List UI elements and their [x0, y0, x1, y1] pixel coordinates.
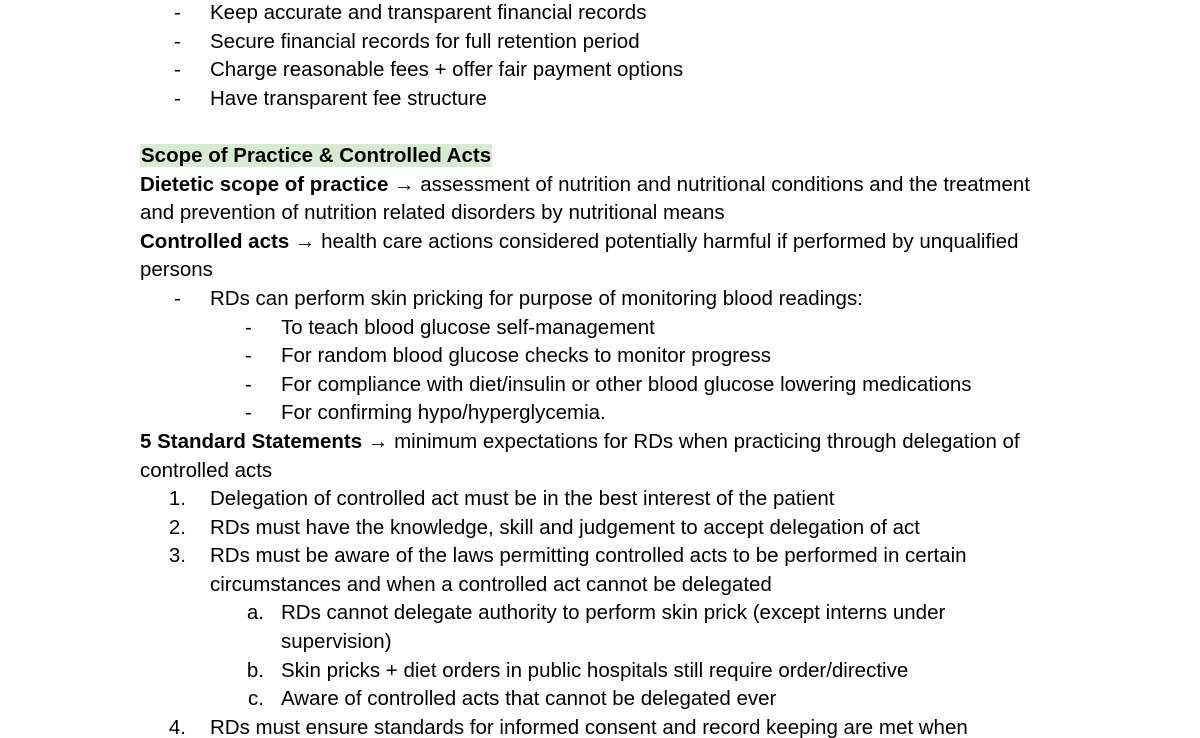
item-text: RDs must ensure standards for informed consent and record keeping are met when — [210, 715, 968, 738]
list-item-text: Secure financial records for full retention period — [210, 29, 640, 53]
list-item — [140, 85, 1060, 114]
lettered-item — [140, 599, 1060, 656]
bullet-dash: - — [174, 58, 181, 82]
definition-term: Controlled acts — [140, 229, 290, 253]
definition-scope-of-practice — [140, 171, 1060, 228]
financial-records-list — [140, 0, 1060, 113]
bullet-dash: - — [174, 29, 181, 53]
list-item — [140, 28, 1060, 57]
bullet-dash: - — [174, 286, 181, 310]
section-heading-line — [140, 142, 1060, 171]
definition-text: minimum expectations for RDs when practicing through delegation of controlled acts — [140, 429, 1020, 482]
list-item — [140, 342, 1060, 371]
definition-standard-statements — [140, 428, 1060, 485]
bullet-dash: - — [245, 372, 252, 396]
list-item — [140, 314, 1060, 343]
list-item-text: For random blood glucose checks to monitor progress — [281, 344, 771, 368]
list-item-text: Have transparent fee structure — [210, 86, 487, 110]
item-number: 1. — [168, 487, 186, 511]
document-body — [140, 0, 1060, 738]
arrow-glyph: → — [367, 429, 389, 453]
item-letter: c. — [248, 687, 264, 711]
item-text: RDs cannot delegate authority to perform skin prick (except interns under supervision) — [281, 601, 946, 654]
item-text: Skin pricks + diet orders in public hospitals still require order/directive — [281, 658, 909, 682]
bullet-dash: - — [245, 344, 252, 368]
definition-term: Dietetic scope of practice — [140, 172, 389, 196]
list-item-text: Charge reasonable fees + offer fair payment options — [210, 58, 684, 82]
list-item-text: For confirming hypo/hyperglycemia. — [281, 401, 606, 425]
section-heading: Scope of Practice & Controlled Acts — [141, 143, 492, 167]
definition-text: assessment of nutrition and nutritional conditions and the treatment and prevention of nutrition related disorders by nutritional means — [140, 172, 1030, 225]
definition-controlled-acts — [140, 228, 1060, 285]
standards-list — [140, 485, 1060, 738]
numbered-item — [140, 514, 1060, 543]
item-number: 4. — [168, 715, 186, 738]
list-item-text: To teach blood glucose self-management — [281, 315, 655, 339]
definition-term: 5 Standard Statements — [140, 429, 363, 453]
list-item — [140, 56, 1060, 85]
blank-line — [140, 113, 1060, 142]
list-item-text: For compliance with diet/insulin or other blood glucose lowering medications — [281, 372, 972, 396]
arrow-glyph: → — [294, 229, 316, 253]
bullet-dash: - — [245, 315, 252, 339]
item-text: Delegation of controlled act must be in the best interest of the patient — [210, 487, 835, 511]
bullet-dash: - — [174, 1, 181, 24]
item-text: Aware of controlled acts that cannot be delegated ever — [281, 687, 777, 711]
bullet-dash: - — [245, 401, 252, 425]
arrow-glyph: → — [394, 172, 415, 196]
item-number: 3. — [168, 544, 186, 568]
bullet-dash: - — [174, 86, 181, 110]
lettered-item — [140, 657, 1060, 686]
list-item — [140, 399, 1060, 428]
list-item — [140, 285, 1060, 314]
list-item-text: RDs can perform skin pricking for purpose of monitoring blood readings: — [210, 286, 863, 310]
item-text: RDs must have the knowledge, skill and judgement to accept delegation of act — [210, 515, 920, 539]
list-item-text: Keep accurate and transparent financial records — [210, 1, 647, 24]
numbered-item — [140, 714, 1060, 738]
item-text: RDs must be aware of the laws permitting controlled acts to be performed in certain circumstances and when a controlled act cannot be delegated — [210, 544, 967, 596]
list-item — [140, 371, 1060, 400]
item-number: 2. — [168, 515, 186, 539]
list-item — [140, 0, 1060, 28]
item-letter: b. — [246, 658, 264, 682]
numbered-item — [140, 542, 1060, 599]
definition-text: health care actions considered potentially harmful if performed by unqualified persons — [140, 229, 1019, 282]
lettered-item — [140, 685, 1060, 714]
numbered-item — [140, 485, 1060, 514]
item-letter: a. — [246, 601, 264, 625]
